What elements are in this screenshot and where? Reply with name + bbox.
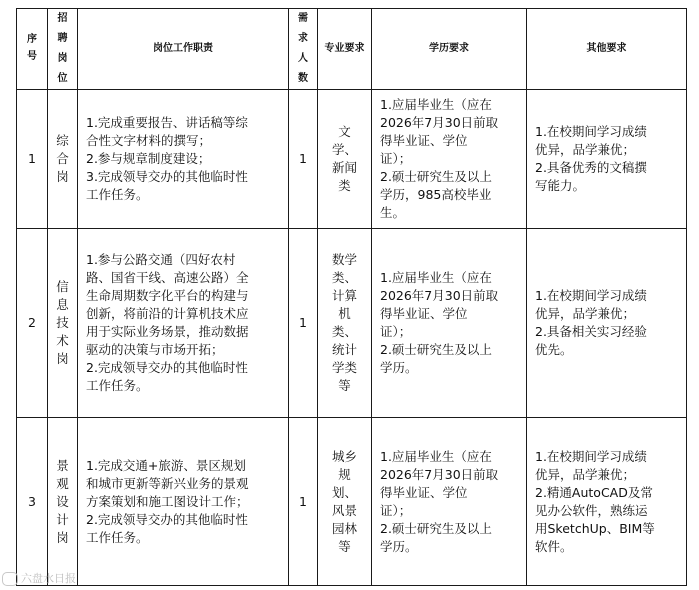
- header-other: 其他要求: [527, 9, 687, 90]
- cell-duties-line: 路、国省干线、高速公路）全: [86, 270, 249, 285]
- cell-duties: [78, 90, 289, 229]
- cell-major-line: 划、: [331, 484, 357, 500]
- cell-education-line: 2026年7月30日前取: [380, 115, 499, 130]
- cell-position-line: 计: [56, 511, 69, 527]
- cell-count: 1: [289, 90, 318, 229]
- cell-major-line: 机: [338, 306, 351, 321]
- cell-major-line: 学、: [331, 142, 357, 157]
- cell-duties-line: 工作任务。: [86, 187, 149, 202]
- header-count-text: 需求人数: [298, 13, 308, 84]
- cell-education-line: 2.硕士研究生及以上: [380, 342, 492, 357]
- cell-other: [527, 90, 687, 229]
- cell-education-line: 1.应届毕业生（应在: [380, 448, 492, 464]
- cell-duties-line: 创新，将前沿的计算机技术应: [86, 306, 249, 321]
- cell-other-line: 1.在校期间学习成绩: [535, 288, 647, 303]
- cell-duties-line: 1.完成重要报告、讲话稿等综: [86, 115, 248, 130]
- header-seq: [17, 9, 48, 90]
- cell-other-line: 用SketchUp、BIM等: [535, 520, 655, 536]
- cell-duties-line: 2.参与规章制度建设；: [86, 151, 211, 166]
- recruitment-table: [16, 8, 687, 586]
- cell-education-line: 得毕业证、学位: [380, 484, 468, 500]
- cell-position-line: 信: [56, 279, 69, 294]
- cell-position-line: 设: [56, 493, 69, 509]
- cell-major: [318, 418, 372, 586]
- cell-other-line: 见办公软件，熟练运: [535, 502, 648, 518]
- cell-duties-line: 生命周期数字化平台的构建与: [86, 288, 249, 303]
- header-education: 学历要求: [372, 9, 527, 90]
- cell-education-line: 学历，985高校毕业: [380, 187, 492, 202]
- cell-major-line: 园林: [331, 520, 357, 536]
- cell-education-line: 2.硕士研究生及以上: [380, 520, 492, 536]
- cell-position-line: 岗: [56, 351, 69, 366]
- cell-education-line: 1.应届毕业生（应在: [380, 97, 492, 112]
- cell-other-line: 2.精通AutoCAD及常: [535, 484, 653, 500]
- cell-major: [318, 90, 372, 229]
- cell-major-line: 文: [338, 124, 351, 139]
- cell-duties-line: 工作任务。: [86, 378, 149, 393]
- table-row: [17, 229, 687, 418]
- cell-position-line: 术: [56, 333, 69, 348]
- cell-position-line: 岗: [56, 529, 69, 545]
- cell-duties-line: 1.参与公路交通（四好农村: [86, 252, 236, 267]
- cell-major-line: 新闻: [331, 160, 357, 175]
- cell-major-line: 学类: [331, 360, 357, 375]
- cell-other-line: 优先。: [535, 342, 573, 357]
- cell-position-line: 合: [56, 151, 69, 166]
- cell-education-line: 2026年7月30日前取: [380, 288, 499, 303]
- cell-major-line: 等: [338, 378, 351, 393]
- cell-major-line: 城乡: [331, 448, 357, 464]
- header-position-text: 招聘岗位: [57, 13, 68, 84]
- camera-icon: [2, 572, 18, 586]
- cell-seq: 3: [17, 418, 48, 586]
- cell-duties-line: 2.完成领导交办的其他临时性: [86, 360, 248, 375]
- table-body: [17, 90, 687, 586]
- cell-education-line: 证）；: [380, 502, 412, 518]
- cell-major-line: 类、: [331, 270, 357, 285]
- cell-duties-line: 和城市更新等新兴业务的景观: [86, 475, 249, 491]
- cell-position-line: 技: [56, 315, 69, 330]
- cell-other-line: 优异，品学兼优；: [535, 306, 636, 321]
- table-row: [17, 90, 687, 229]
- cell-duties-line: 方案策划和施工图设计工作；: [86, 493, 249, 509]
- cell-education: [372, 229, 527, 418]
- cell-education-line: 2026年7月30日前取: [380, 466, 499, 482]
- cell-other: [527, 418, 687, 586]
- cell-other-line: 优异，品学兼优；: [535, 142, 636, 157]
- cell-education-line: 1.应届毕业生（应在: [380, 270, 492, 285]
- cell-education: [372, 418, 527, 586]
- cell-position: [48, 229, 78, 418]
- cell-major-line: 类、: [331, 324, 357, 339]
- cell-duties-line: 3.完成领导交办的其他临时性: [86, 169, 248, 184]
- cell-other-line: 软件。: [535, 538, 573, 554]
- cell-other: [527, 229, 687, 418]
- cell-seq: 1: [17, 90, 48, 229]
- cell-education-line: 证）；: [380, 151, 412, 166]
- cell-duties-line: 用于实际业务场景，推动数据: [86, 324, 249, 339]
- cell-other-line: 2.具备相关实习经验: [535, 324, 647, 339]
- cell-major: [318, 229, 372, 418]
- cell-major-line: 统计: [331, 342, 357, 357]
- header-seq-text: 序号: [27, 34, 37, 62]
- cell-other-line: 优异，品学兼优；: [535, 466, 636, 482]
- cell-major-line: 规: [338, 466, 351, 482]
- cell-position-line: 息: [56, 297, 69, 312]
- cell-duties-line: 驱动的决策与市场开拓；: [86, 342, 224, 357]
- cell-duties-line: 2.完成领导交办的其他临时性: [86, 511, 248, 527]
- cell-education-line: 得毕业证、学位: [380, 133, 468, 148]
- cell-position-line: 观: [56, 475, 69, 491]
- cell-major-line: 风景: [331, 502, 357, 518]
- cell-position: [48, 90, 78, 229]
- cell-major-line: 数学: [331, 252, 357, 267]
- cell-other-line: 1.在校期间学习成绩: [535, 448, 647, 464]
- watermark: [2, 570, 76, 586]
- cell-count: 1: [289, 418, 318, 586]
- header-count: [289, 9, 318, 90]
- cell-position: [48, 418, 78, 586]
- cell-duties: [78, 229, 289, 418]
- cell-education: [372, 90, 527, 229]
- cell-other-line: 1.在校期间学习成绩: [535, 124, 647, 139]
- cell-position-line: 景: [56, 457, 69, 473]
- header-duties: 岗位工作职责: [78, 9, 289, 90]
- cell-position-line: 综: [56, 133, 69, 148]
- cell-count: 1: [289, 229, 318, 418]
- cell-duties-line: 工作任务。: [86, 529, 149, 545]
- cell-education-line: 生。: [380, 205, 406, 220]
- header-position: [48, 9, 78, 90]
- cell-education-line: 学历。: [380, 360, 418, 375]
- cell-major-line: 等: [338, 538, 351, 554]
- cell-position-line: 岗: [56, 169, 69, 184]
- cell-education-line: 学历。: [380, 538, 418, 554]
- watermark-text: 六盘水日报: [21, 572, 76, 585]
- cell-education-line: 2.硕士研究生及以上: [380, 169, 492, 184]
- header-row: [17, 9, 687, 90]
- cell-duties-line: 1.完成交通+旅游、景区规划: [86, 457, 246, 473]
- cell-other-line: 写能力。: [535, 178, 586, 193]
- header-major: 专业要求: [318, 9, 372, 90]
- cell-major-line: 计算: [331, 288, 357, 303]
- cell-seq: 2: [17, 229, 48, 418]
- cell-major-line: 类: [338, 178, 351, 193]
- cell-other-line: 2.具备优秀的文稿撰: [535, 160, 647, 175]
- cell-duties: [78, 418, 289, 586]
- cell-education-line: 得毕业证、学位: [380, 306, 468, 321]
- cell-duties-line: 合性文字材料的撰写；: [86, 133, 212, 148]
- table-row: [17, 418, 687, 586]
- cell-education-line: 证）；: [380, 324, 412, 339]
